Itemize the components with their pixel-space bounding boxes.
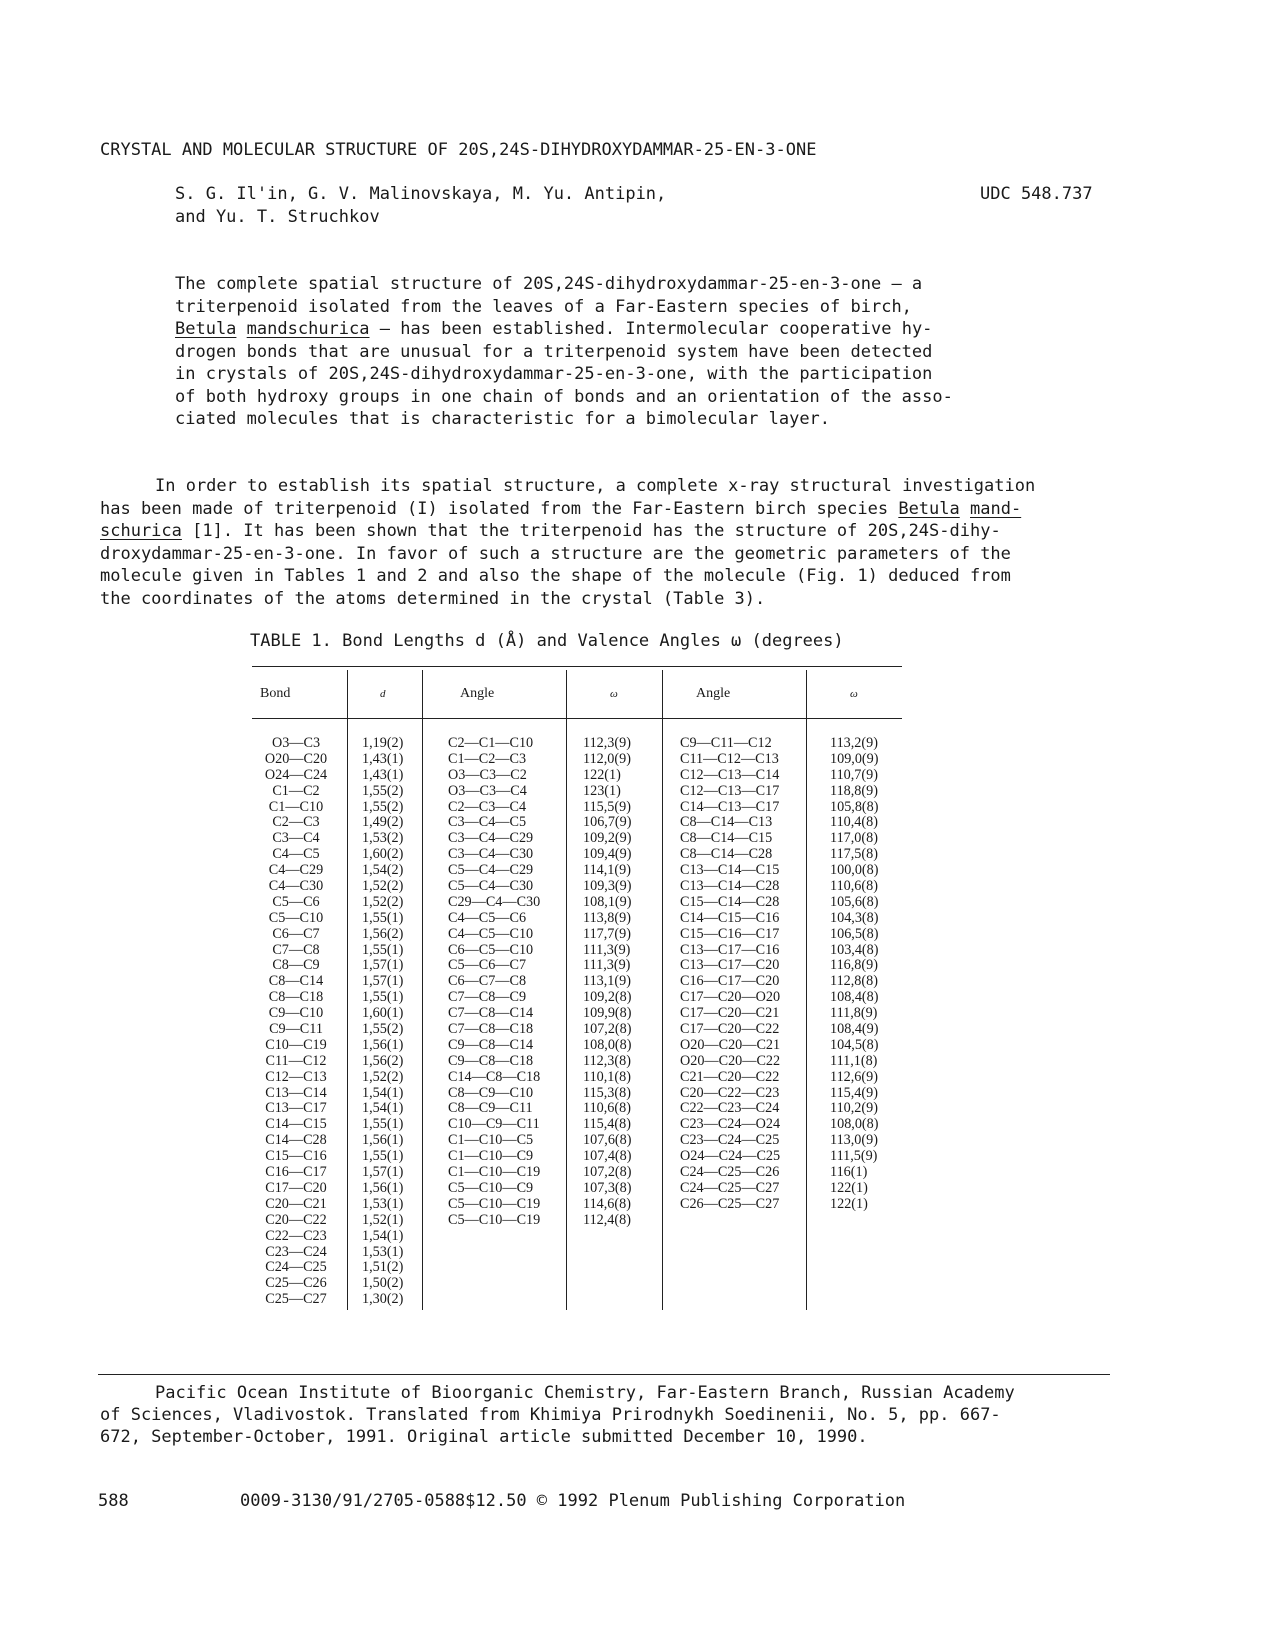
angle-cell: C13—C17—C16	[680, 941, 780, 958]
angle-cell: C8—C14—C13	[680, 814, 773, 831]
omega-cell: 117,7(9)	[583, 925, 631, 942]
body-line	[100, 520, 1100, 543]
omega-cell: 104,5(8)	[830, 1036, 879, 1053]
abstract-line: of both hydroxy groups in one chain of bonds and an orientation of the asso-	[175, 386, 953, 407]
bond-cell: C24—C25	[265, 1259, 327, 1276]
bond-table	[252, 666, 902, 1314]
omega-cell: 106,5(8)	[830, 925, 879, 942]
angle-cell: C7—C8—C9	[448, 989, 527, 1006]
omega-cell: 105,8(8)	[830, 798, 879, 815]
table-rule-header	[252, 718, 902, 719]
body-line	[100, 498, 1100, 521]
length-cell: 1,50(2)	[362, 1275, 404, 1292]
species-name: mandschurica	[246, 319, 370, 339]
angle-cell: C16—C17—C20	[680, 973, 780, 990]
bond-column	[252, 736, 340, 1308]
omega-cell: 113,8(9)	[583, 909, 631, 926]
angle-cell: C3—C4—C29	[448, 830, 534, 847]
abstract-line	[175, 318, 1015, 341]
angle-cell: C15—C14—C28	[680, 893, 780, 910]
length-cell: 1,56(1)	[362, 1179, 404, 1196]
omega-cell: 115,4(8)	[583, 1116, 631, 1133]
angle-cell: C13—C17—C20	[680, 957, 780, 974]
species-name-part: schurica	[100, 521, 182, 541]
header-angle: Angle	[696, 686, 731, 701]
length-cell: 1,54(2)	[362, 862, 404, 879]
length-cell: 1,55(2)	[362, 782, 404, 799]
angle-cell: C17—C20—O20	[680, 989, 781, 1006]
angle-cell: C5—C10—C19	[448, 1195, 541, 1212]
angle-cell: C1—C10—C5	[448, 1132, 534, 1149]
bond-cell: C1—C2	[272, 782, 320, 799]
abstract-line: in crystals of 20S,24S-dihydroxydammar-25-en-3-one, with the participation	[175, 364, 933, 384]
bond-cell: C23—C24	[265, 1243, 327, 1260]
header-angle: Angle	[460, 686, 495, 701]
omega-cell: 122(1)	[583, 766, 621, 783]
copyright-line: 0009-3130/91/2705-0588$12.50 © 1992 Plenum Publishing Corporation	[240, 1491, 906, 1511]
omega-cell: 111,5(9)	[830, 1148, 878, 1165]
bond-cell: C3—C4	[272, 830, 320, 847]
bond-cell: C17—C20	[265, 1179, 327, 1196]
udc-code: UDC 548.737	[980, 184, 1093, 204]
omega-cell: 112,3(9)	[583, 735, 631, 751]
angle-cell: C24—C25—C27	[680, 1179, 780, 1196]
omega-cell: 109,0(9)	[830, 750, 879, 767]
bond-cell: C11—C12	[265, 1052, 327, 1069]
length-cell: 1,56(1)	[362, 1036, 404, 1053]
angle-cell: C5—C6—C7	[448, 957, 527, 974]
footnote-line: 672, September-October, 1991. Original article submitted December 10, 1990.	[100, 1427, 868, 1447]
omega-column	[583, 736, 631, 1229]
angle-cell: C4—C5—C10	[448, 925, 534, 942]
angle-cell: C14—C8—C18	[448, 1068, 541, 1085]
angle-cell: C9—C8—C14	[448, 1036, 534, 1053]
abstract-line: drogen bonds that are unusual for a triterpenoid system have been detected	[175, 341, 933, 362]
bond-cell: C14—C28	[265, 1132, 327, 1149]
bond-cell: C1—C10	[268, 798, 324, 815]
angle-cell: O24—C24—C25	[680, 1148, 781, 1165]
omega-cell: 111,3(9)	[583, 957, 631, 974]
bond-cell: C2—C3	[272, 814, 320, 831]
length-cell: 1,57(1)	[362, 1164, 404, 1181]
length-cell: 1,55(2)	[362, 798, 404, 815]
omega-cell: 116,8(9)	[830, 957, 878, 974]
omega-cell: 114,1(9)	[583, 862, 631, 879]
omega-cell: 107,3(8)	[583, 1179, 632, 1196]
bond-cell: C22—C23	[265, 1227, 327, 1244]
bond-cell: C10—C19	[265, 1036, 327, 1053]
angle-cell: C10—C9—C11	[448, 1116, 540, 1133]
author-list	[175, 183, 666, 229]
omega-cell: 108,0(8)	[583, 1036, 632, 1053]
omega-cell: 108,0(8)	[830, 1116, 879, 1133]
bond-cell: C20—C22	[265, 1211, 327, 1228]
length-cell: 1,56(2)	[362, 925, 404, 942]
omega-cell: 110,7(9)	[830, 766, 878, 783]
header-bond: Bond	[260, 686, 291, 701]
angle-cell: C5—C4—C29	[448, 862, 534, 879]
length-cell: 1,30(2)	[362, 1291, 404, 1308]
omega-cell: 108,4(8)	[830, 989, 879, 1006]
length-cell: 1,57(1)	[362, 957, 404, 974]
angle-cell: C1—C10—C19	[448, 1164, 541, 1181]
omega-cell: 113,0(9)	[830, 1132, 878, 1149]
angle-cell: C1—C2—C3	[448, 750, 527, 767]
author-line: and Yu. T. Struchkov	[175, 207, 380, 227]
body-line: droxydammar-25-en-3-one. In favor of such a structure are the geometric parameters of the	[100, 543, 1011, 564]
angle-cell: C6—C5—C10	[448, 941, 534, 958]
omega-cell: 117,5(8)	[830, 846, 878, 863]
length-cell: 1,55(1)	[362, 941, 404, 958]
angle-cell: C14—C13—C17	[680, 798, 780, 815]
angle-cell: C8—C9—C11	[448, 1100, 533, 1117]
omega-cell: 107,2(8)	[583, 1164, 632, 1181]
bond-cell: O20—C20	[264, 750, 328, 767]
omega-cell: 111,3(9)	[583, 941, 631, 958]
length-cell: 1,19(2)	[362, 735, 404, 751]
angle-cell: C11—C12—C13	[680, 750, 779, 767]
angle-cell: C20—C22—C23	[680, 1084, 780, 1101]
species-genus: Betula	[898, 498, 960, 519]
omega-cell: 115,3(8)	[583, 1084, 631, 1101]
omega-cell: 110,6(8)	[830, 878, 878, 895]
length-cell: 1,52(2)	[362, 878, 404, 895]
angle-cell: C14—C15—C16	[680, 909, 780, 926]
omega-cell: 113,2(9)	[830, 735, 878, 751]
angle-cell: C15—C16—C17	[680, 925, 780, 942]
omega-cell: 112,0(9)	[583, 750, 631, 767]
length-cell: 1,43(1)	[362, 750, 404, 767]
bond-cell: C16—C17	[265, 1164, 327, 1181]
angle-cell: C26—C25—C27	[680, 1195, 780, 1212]
angle-cell: C1—C10—C9	[448, 1148, 534, 1165]
bond-cell: C6—C7	[272, 925, 320, 942]
omega-cell: 115,5(9)	[583, 798, 631, 815]
omega-cell: 104,3(8)	[830, 909, 879, 926]
angle-cell: C3—C4—C30	[448, 846, 534, 863]
omega-cell: 110,1(8)	[583, 1068, 631, 1085]
header-omega: ω	[850, 688, 858, 700]
length-cell: 1,55(1)	[362, 909, 404, 926]
body-line-text: [1]. It has been shown that the triterpenoid has the structure of 20S,24S-dihy-	[181, 521, 1001, 541]
footnote-line: of Sciences, Vladivostok. Translated from Khimiya Prirodnykh Soedinenii, No. 5, pp. 667-	[100, 1405, 1001, 1425]
table-column-divider	[422, 670, 423, 1310]
omega-cell: 110,4(8)	[830, 814, 878, 831]
bond-cell: C5—C10	[268, 909, 324, 926]
omega-cell: 112,8(8)	[830, 973, 878, 990]
bond-cell: C7—C8	[272, 941, 320, 958]
abstract-line: The complete spatial structure of 20S,24S-dihydroxydammar-25-en-3-one — a	[175, 274, 923, 294]
angle-cell: C29—C4—C30	[448, 893, 541, 910]
length-cell: 1,55(2)	[362, 1021, 404, 1038]
length-cell: 1,56(2)	[362, 1052, 404, 1069]
omega-cell: 109,2(8)	[583, 989, 632, 1006]
table-caption: TABLE 1. Bond Lengths d (Å) and Valence Angles ω (degrees)	[250, 631, 844, 651]
abstract-line-text: — has been established. Intermolecular cooperative hy-	[369, 319, 933, 339]
omega-cell: 113,1(9)	[583, 973, 631, 990]
angle-cell: C5—C10—C9	[448, 1179, 534, 1196]
omega-cell: 112,3(8)	[583, 1052, 631, 1069]
length-cell: 1,53(1)	[362, 1243, 404, 1260]
omega-cell: 111,8(9)	[830, 1005, 878, 1022]
angle-cell: C22—C23—C24	[680, 1100, 780, 1117]
angle-cell: C21—C20—C22	[680, 1068, 780, 1085]
angle-cell: C4—C5—C6	[448, 909, 527, 926]
angle-cell: C12—C13—C17	[680, 782, 780, 799]
omega-cell: 106,7(9)	[583, 814, 632, 831]
angle-cell: C9—C11—C12	[680, 735, 772, 751]
bond-cell: C15—C16	[265, 1148, 327, 1165]
length-cell: 1,55(1)	[362, 1148, 404, 1165]
bond-cell: C12—C13	[265, 1068, 327, 1085]
angle-cell: C6—C7—C8	[448, 973, 527, 990]
angle-cell: O20—C20—C21	[680, 1036, 781, 1053]
angle-cell: C17—C20—C21	[680, 1005, 780, 1022]
length-cell: 1,52(2)	[362, 893, 404, 910]
abstract-line: triterpenoid isolated from the leaves of a Far-Eastern species of birch,	[175, 296, 912, 317]
omega-cell: 109,9(8)	[583, 1005, 632, 1022]
bond-cell: C9—C11	[269, 1021, 323, 1038]
angle-cell: C8—C14—C15	[680, 830, 773, 847]
table-column-divider	[347, 670, 348, 1310]
omega-cell: 103,4(8)	[830, 941, 879, 958]
angle-column	[448, 736, 540, 1229]
omega-cell: 122(1)	[830, 1179, 868, 1196]
omega-cell: 108,4(9)	[830, 1021, 879, 1038]
table-column-divider	[662, 670, 663, 1310]
species-name-part: mand-	[970, 498, 1022, 519]
angle-cell: O20—C20—C22	[680, 1052, 781, 1069]
omega-cell: 105,6(8)	[830, 893, 879, 910]
bond-cell: C25—C27	[265, 1291, 327, 1308]
body-line: the coordinates of the atoms determined in the crystal (Table 3).	[100, 588, 766, 609]
article-title: CRYSTAL AND MOLECULAR STRUCTURE OF 20S,24S-DIHYDROXYDAMMAR-25-EN-3-ONE	[100, 140, 817, 160]
angle-cell: C5—C10—C19	[448, 1211, 541, 1228]
footnote-line: Pacific Ocean Institute of Bioorganic Chemistry, Far-Eastern Branch, Russian Academy	[155, 1383, 1015, 1403]
omega-cell: 107,6(8)	[583, 1132, 632, 1149]
angle-cell: C2—C3—C4	[448, 798, 527, 815]
angle-cell: C8—C9—C10	[448, 1084, 534, 1101]
angle-cell: C23—C24—C25	[680, 1132, 780, 1149]
bond-cell: C4—C5	[272, 846, 320, 863]
author-line: S. G. Il'in, G. V. Malinovskaya, M. Yu. Antipin,	[175, 184, 667, 204]
footnote	[100, 1382, 1110, 1448]
bond-cell: C13—C17	[265, 1100, 327, 1117]
header-d: d	[380, 688, 386, 700]
angle-cell: C13—C14—C15	[680, 862, 780, 879]
length-cell: 1,60(2)	[362, 846, 404, 863]
omega-cell: 108,1(9)	[583, 893, 632, 910]
angle-cell: C5—C4—C30	[448, 878, 534, 895]
omega-column	[830, 736, 878, 1213]
table-column-divider	[806, 670, 807, 1310]
length-cell: 1,52(2)	[362, 1068, 404, 1085]
omega-cell: 100,0(8)	[830, 862, 879, 879]
angle-cell: C7—C8—C18	[448, 1021, 534, 1038]
length-column	[362, 736, 403, 1308]
omega-cell: 115,4(9)	[830, 1084, 878, 1101]
angle-cell: C2—C1—C10	[448, 735, 534, 751]
angle-column	[680, 736, 780, 1213]
angle-cell: C8—C14—C28	[680, 846, 773, 863]
length-cell: 1,53(2)	[362, 830, 404, 847]
angle-cell: O3—C3—C2	[448, 766, 527, 783]
angle-cell: C24—C25—C26	[680, 1164, 780, 1181]
length-cell: 1,54(1)	[362, 1227, 404, 1244]
angle-cell: O3—C3—C4	[448, 782, 527, 799]
bond-cell: O24—C24	[264, 766, 328, 783]
bond-cell: O3—C3	[271, 735, 321, 751]
header-omega: ω	[610, 688, 618, 700]
length-cell: 1,54(1)	[362, 1100, 404, 1117]
omega-cell: 122(1)	[830, 1195, 868, 1212]
length-cell: 1,55(1)	[362, 1116, 404, 1133]
bond-cell: C14—C15	[265, 1116, 327, 1133]
omega-cell: 107,2(8)	[583, 1021, 632, 1038]
omega-cell: 123(1)	[583, 782, 621, 799]
omega-cell: 107,4(8)	[583, 1148, 632, 1165]
omega-cell: 114,6(8)	[583, 1195, 631, 1212]
length-cell: 1,53(1)	[362, 1195, 404, 1212]
angle-cell: C13—C14—C28	[680, 878, 780, 895]
bond-cell: C25—C26	[265, 1275, 327, 1292]
length-cell: 1,51(2)	[362, 1259, 404, 1276]
length-cell: 1,52(1)	[362, 1211, 404, 1228]
omega-cell: 118,8(9)	[830, 782, 878, 799]
length-cell: 1,57(1)	[362, 973, 404, 990]
bond-cell: C20—C21	[265, 1195, 327, 1212]
angle-cell: C23—C24—O24	[680, 1116, 781, 1133]
length-cell: 1,43(1)	[362, 766, 404, 783]
bond-cell: C13—C14	[265, 1084, 327, 1101]
species-genus: Betula	[175, 319, 237, 339]
length-cell: 1,56(1)	[362, 1132, 404, 1149]
bond-cell: C8—C18	[268, 989, 324, 1006]
bond-cell: C4—C29	[268, 862, 324, 879]
table-rule-top	[252, 666, 902, 667]
omega-cell: 112,6(9)	[830, 1068, 878, 1085]
bond-cell: C8—C9	[272, 957, 320, 974]
body-line-text: has been made of triterpenoid (I) isolated from the Far-Eastern birch species	[100, 498, 899, 519]
angle-cell: C12—C13—C14	[680, 766, 780, 783]
length-cell: 1,55(1)	[362, 989, 404, 1006]
abstract-line: ciated molecules that is characteristic for a bimolecular layer.	[175, 409, 831, 429]
abstract	[175, 273, 1015, 431]
length-cell: 1,49(2)	[362, 814, 404, 831]
body-line: molecule given in Tables 1 and 2 and also the shape of the molecule (Fig. 1) deduced from	[100, 566, 1011, 586]
bond-cell: C4—C30	[268, 878, 324, 895]
angle-cell: C3—C4—C5	[448, 814, 527, 831]
bond-cell: C9—C10	[268, 1005, 324, 1022]
angle-cell: C7—C8—C14	[448, 1005, 534, 1022]
angle-cell: C17—C20—C22	[680, 1021, 780, 1038]
omega-cell: 112,4(8)	[583, 1211, 631, 1228]
omega-cell: 110,2(9)	[830, 1100, 878, 1117]
bond-cell: C5—C6	[272, 893, 320, 910]
omega-cell: 111,1(8)	[830, 1052, 878, 1069]
angle-cell: C9—C8—C18	[448, 1052, 534, 1069]
omega-cell: 110,6(8)	[583, 1100, 631, 1117]
footnote-rule	[98, 1374, 1110, 1375]
length-cell: 1,54(1)	[362, 1084, 404, 1101]
table-column-divider	[566, 670, 567, 1310]
omega-cell: 117,0(8)	[830, 830, 878, 847]
body-line: In order to establish its spatial structure, a complete x-ray structural investigation	[155, 476, 1036, 496]
page-number: 588	[98, 1491, 129, 1511]
omega-cell: 109,2(9)	[583, 830, 632, 847]
length-cell: 1,60(1)	[362, 1005, 404, 1022]
intro-paragraph	[100, 475, 1100, 610]
omega-cell: 109,4(9)	[583, 846, 632, 863]
bond-cell: C8—C14	[268, 973, 324, 990]
omega-cell: 116(1)	[830, 1164, 868, 1181]
omega-cell: 109,3(9)	[583, 878, 632, 895]
